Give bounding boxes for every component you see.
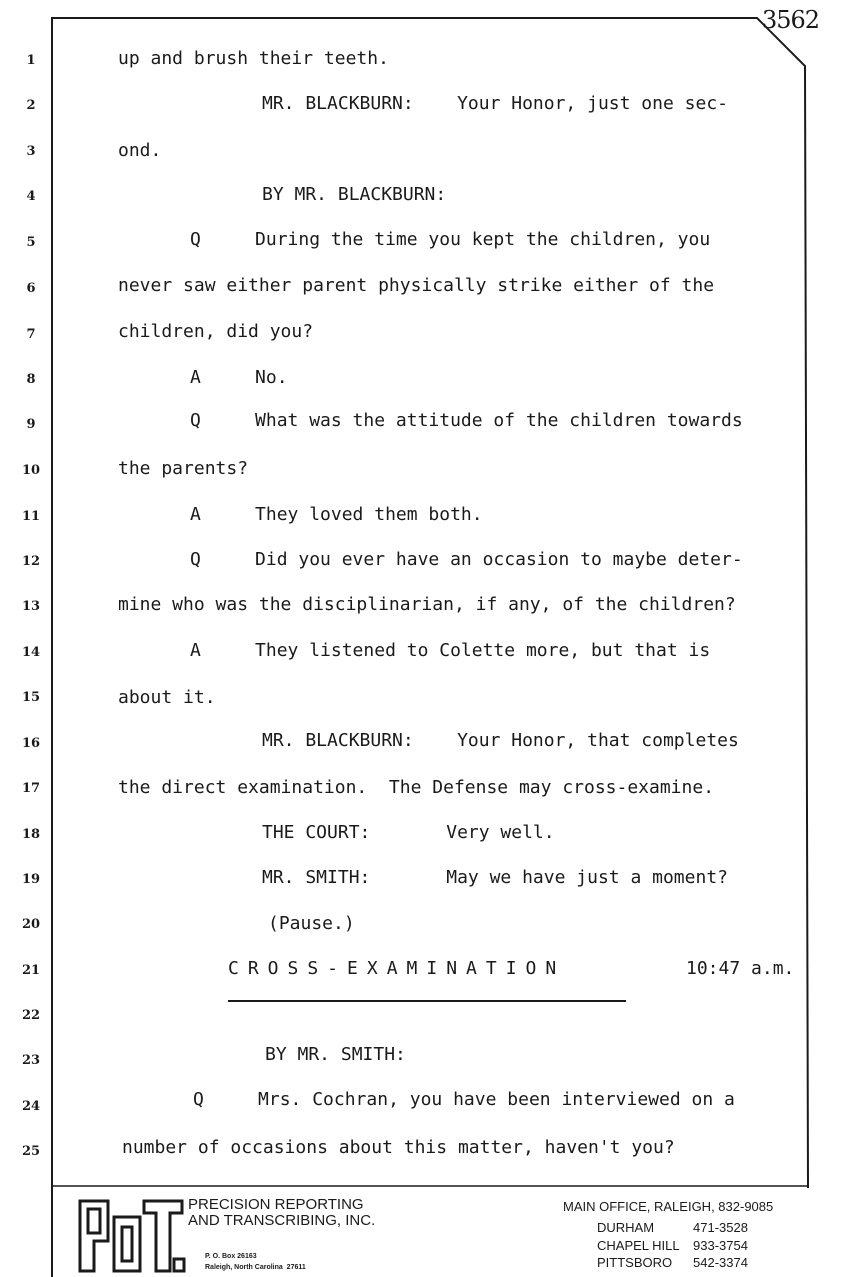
- line-number: 10: [21, 463, 41, 478]
- line-number: 20: [21, 917, 41, 932]
- transcript-line: MR. SMITH: May we have just a moment?: [262, 867, 728, 888]
- transcript-line: about it.: [118, 687, 216, 708]
- office-phone: 542-3374: [693, 1255, 748, 1270]
- office-phone: 471-3528: [693, 1220, 748, 1235]
- line-number: 23: [21, 1053, 41, 1068]
- line-number: 18: [21, 827, 41, 842]
- po-box: P. O. Box 26163: [205, 1253, 257, 1260]
- po-city: Raleigh, North Carolina 27611: [205, 1264, 306, 1271]
- transcript-line: Q What was the attitude of the children towards: [190, 410, 743, 431]
- line-number: 15: [21, 690, 41, 705]
- line-number: 17: [21, 781, 41, 796]
- section-heading: CROSS-EXAMINATION: [228, 958, 566, 979]
- transcript-line: the parents?: [118, 458, 249, 479]
- transcript-line: Q During the time you kept the children, you: [190, 229, 711, 250]
- line-number: 1: [26, 53, 36, 68]
- line-number: 6: [26, 281, 36, 296]
- line-number: 24: [21, 1099, 41, 1114]
- company-name: PRECISION REPORTING: [188, 1196, 364, 1213]
- line-number: 8: [26, 372, 36, 387]
- line-number: 7: [26, 327, 36, 342]
- office-city: DURHAM: [597, 1220, 655, 1235]
- line-number: 13: [21, 599, 41, 614]
- transcript-line: ond.: [118, 140, 162, 161]
- line-number: 19: [21, 872, 41, 887]
- transcript-line: mine who was the disciplinarian, if any, of the children?: [118, 594, 736, 615]
- line-number: 5: [26, 235, 36, 250]
- line-number: 4: [26, 189, 36, 204]
- transcript-line: the direct examination. The Defense may cross-examine.: [118, 777, 715, 798]
- transcript-line: MR. BLACKBURN: Your Honor, that completes: [262, 730, 739, 751]
- section-time: 10:47 a.m.: [686, 958, 795, 979]
- transcript-line: Q Did you ever have an occasion to maybe deter-: [190, 549, 743, 570]
- transcript-line: never saw either parent physically strike either of the: [118, 275, 715, 296]
- line-number: 14: [21, 645, 41, 660]
- company-logo: [74, 1197, 186, 1275]
- line-number: 3: [26, 144, 36, 159]
- transcript-line: BY MR. BLACKBURN:: [262, 184, 447, 205]
- line-number: 21: [21, 963, 41, 978]
- office-city: PITTSBORO: [597, 1255, 673, 1270]
- office-phone: 933-3754: [693, 1238, 748, 1253]
- main-office: MAIN OFFICE, RALEIGH, 832-9085: [563, 1199, 774, 1214]
- line-number: 11: [21, 509, 41, 524]
- transcript-line: (Pause.): [268, 913, 355, 934]
- transcript-line: up and brush their teeth.: [118, 48, 389, 69]
- heading-underline: [228, 1000, 626, 1002]
- line-number: 2: [26, 98, 36, 113]
- transcript-line: children, did you?: [118, 321, 314, 342]
- transcript-line: A No.: [190, 367, 288, 388]
- transcript-line: A They loved them both.: [190, 504, 483, 525]
- line-number: 9: [26, 417, 36, 432]
- office-city: CHAPEL HILL: [597, 1238, 680, 1253]
- transcript-line: number of occasions about this matter, haven't you?: [122, 1137, 675, 1158]
- transcript-line: MR. BLACKBURN: Your Honor, just one sec-: [262, 93, 728, 114]
- transcript-line: BY MR. SMITH:: [265, 1044, 406, 1065]
- line-number: 22: [21, 1008, 41, 1023]
- company-name-2: AND TRANSCRIBING, INC.: [188, 1212, 376, 1229]
- transcript-line: THE COURT: Very well.: [262, 822, 555, 843]
- transcript-line: A They listened to Colette more, but that is: [190, 640, 711, 661]
- page-number: 3562: [762, 6, 820, 34]
- line-number: 16: [21, 736, 41, 751]
- line-number: 25: [21, 1144, 41, 1159]
- line-number: 12: [21, 554, 41, 569]
- transcript-line: Q Mrs. Cochran, you have been interviewed on a: [193, 1089, 735, 1110]
